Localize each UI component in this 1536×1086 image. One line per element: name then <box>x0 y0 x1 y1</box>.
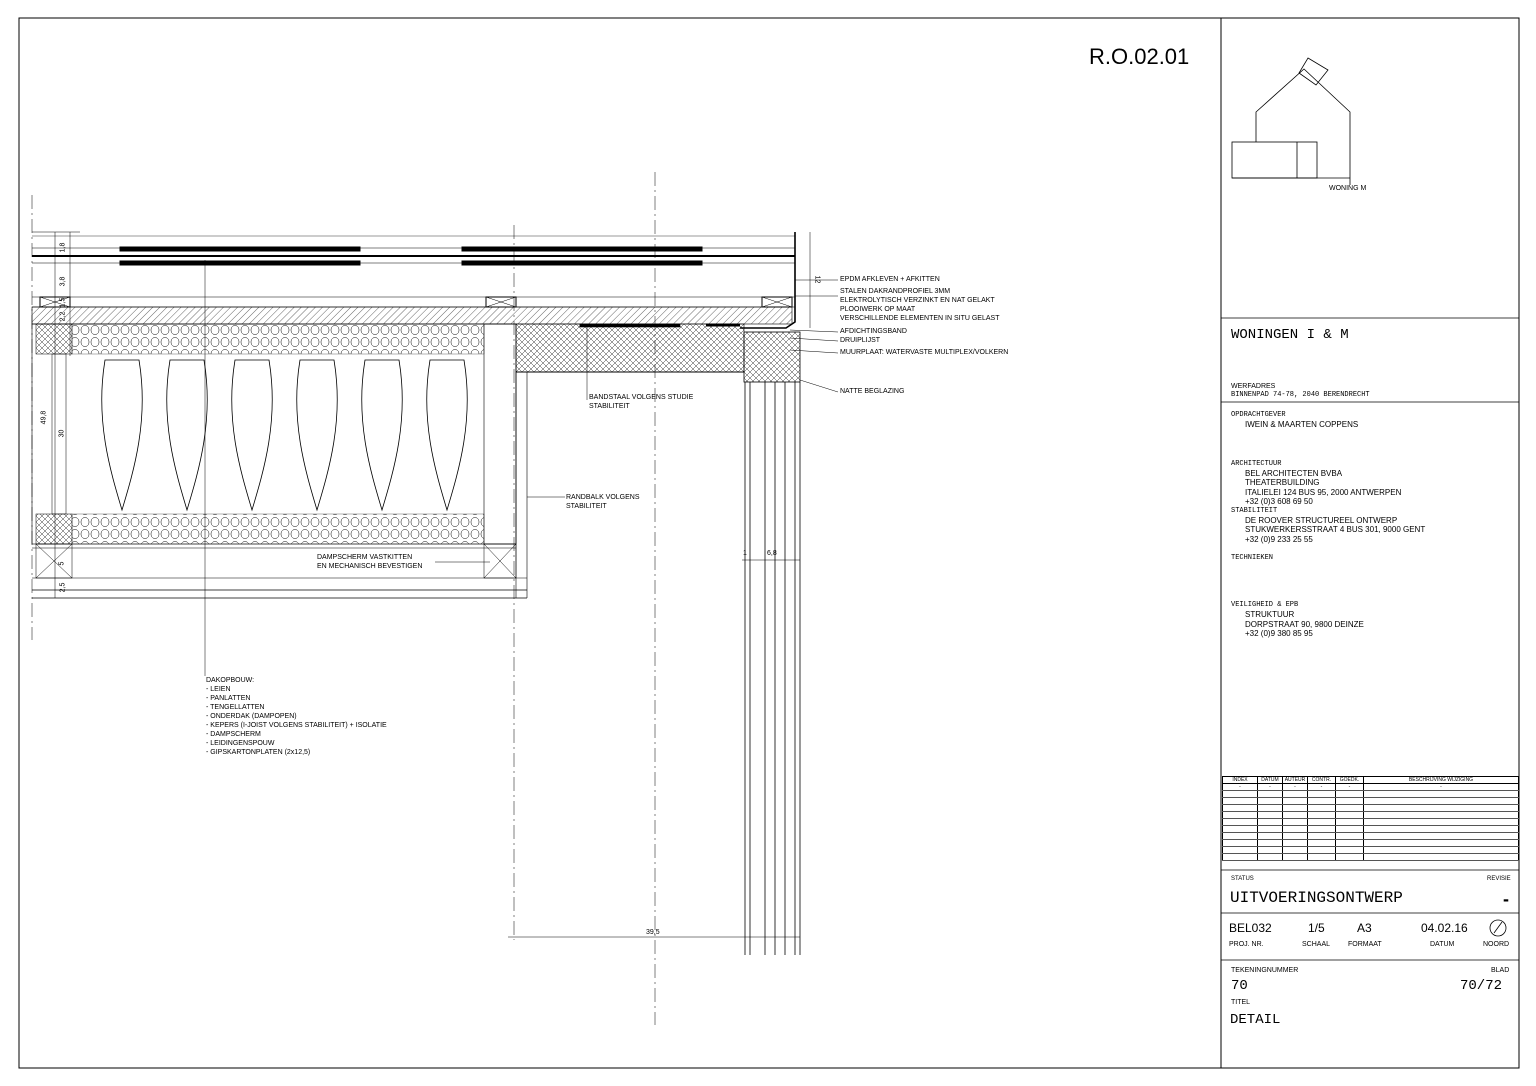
dim-text: 1,8 <box>59 242 67 253</box>
architectuur-label: ARCHITECTUUR <box>1231 460 1282 468</box>
titel-value: DETAIL <box>1230 1012 1281 1028</box>
blad-value: 70/72 <box>1460 978 1503 994</box>
dim-text: 1 <box>743 550 747 557</box>
table-row <box>1223 805 1519 812</box>
dim-text: 2,5 <box>59 582 67 593</box>
werfadres-value: BINNENPAD 74-78, 2040 BERENDRECHT <box>1231 391 1370 399</box>
dim-text: 2,2 <box>59 311 67 322</box>
table-row <box>1223 840 1519 847</box>
noord-label: NOORD <box>1483 941 1510 948</box>
north-arrow-icon <box>1490 920 1506 936</box>
table-row <box>1223 833 1519 840</box>
dim-text: 30 <box>58 429 66 438</box>
status-label: STATUS <box>1231 876 1254 882</box>
formaat-value: A3 <box>1357 921 1372 935</box>
revision-table <box>1222 776 1519 861</box>
dim-text: 1,5 <box>59 297 67 308</box>
formaat-label: FORMAAT <box>1348 941 1382 948</box>
revisie-value: - <box>1503 889 1509 909</box>
opdrachtgever-label: OPDRACHTGEVER <box>1231 411 1286 419</box>
status-value: UITVOERINGSONTWERP <box>1230 889 1403 907</box>
werfadres-label: WERFADRES <box>1231 383 1276 390</box>
table-row <box>1223 826 1519 833</box>
datum-value: 04.02.16 <box>1421 921 1468 935</box>
axis-lines <box>32 172 655 1025</box>
roof-top-layers <box>32 236 795 324</box>
rev-col-auteur: AUTEUR <box>1283 777 1308 784</box>
rev-col-beschrijving: BESCHRIJVING WIJZIGING <box>1364 777 1519 784</box>
sheet-number: R.O.02.01 <box>1089 44 1190 69</box>
table-row <box>1223 798 1519 805</box>
opdrachtgever-value: IWEIN & MAARTEN COPPENS <box>1245 420 1359 429</box>
thumbnail-label: WONING M <box>1329 185 1367 192</box>
dim-text: 5 <box>58 561 66 566</box>
proj-nr-label: PROJ. NR. <box>1229 941 1264 948</box>
table-row: - - - - - - <box>1223 784 1519 791</box>
table-row <box>1223 812 1519 819</box>
blad-label: BLAD <box>1491 967 1510 974</box>
note-muurplaat: MUURPLAAT: WATERVASTE MULTIPLEX/VOLKERN <box>840 349 1009 356</box>
technieken-label: TECHNIEKEN <box>1231 554 1274 562</box>
dim-text: 39,5 <box>646 929 660 936</box>
dim-text: 12 <box>813 275 821 284</box>
joist-zone <box>32 324 527 598</box>
table-row <box>1223 791 1519 798</box>
tekeningnummer-label: TEKENINGNUMMER <box>1231 967 1299 974</box>
tekeningnummer-value: 70 <box>1231 978 1248 994</box>
rev-col-goedk: GOEDK. <box>1336 777 1364 784</box>
rev-col-datum: DATUM <box>1258 777 1283 784</box>
table-row <box>1223 847 1519 854</box>
stabiliteit-label: STABILITEIT <box>1231 507 1278 515</box>
schaal-value: 1/5 <box>1308 921 1325 935</box>
proj-nr-value: BEL032 <box>1229 921 1272 935</box>
revisie-label: REVISIE <box>1487 876 1511 882</box>
note-epdm: EPDM AFKLEVEN + AFKITTEN <box>840 276 940 283</box>
house-thumbnail-icon <box>1232 58 1350 185</box>
randbalk-zone <box>516 324 744 598</box>
veiligheid-label: VEILIGHEID & EPB <box>1231 601 1299 609</box>
titel-label: TITEL <box>1231 999 1251 1006</box>
dim-text: 49,8 <box>40 410 48 425</box>
table-row <box>1223 819 1519 826</box>
note-druiplijst: DRUIPLIJST <box>840 337 881 344</box>
note-afdichtingsband: AFDICHTINGSBAND <box>840 328 907 335</box>
rev-col-contr: CONTR. <box>1308 777 1336 784</box>
datum-label: DATUM <box>1430 941 1455 948</box>
project-title: WONINGEN I & M <box>1231 327 1349 343</box>
note-natte-beglazing: NATTE BEGLAZING <box>840 388 905 395</box>
table-row <box>1223 854 1519 861</box>
rev-col-index: INDEX <box>1223 777 1258 784</box>
dim-text: 3,8 <box>59 276 67 287</box>
window-frame <box>744 332 800 955</box>
dim-text: 6,8 <box>767 550 777 557</box>
revision-header-row <box>1223 777 1519 784</box>
schaal-label: SCHAAL <box>1302 941 1331 948</box>
